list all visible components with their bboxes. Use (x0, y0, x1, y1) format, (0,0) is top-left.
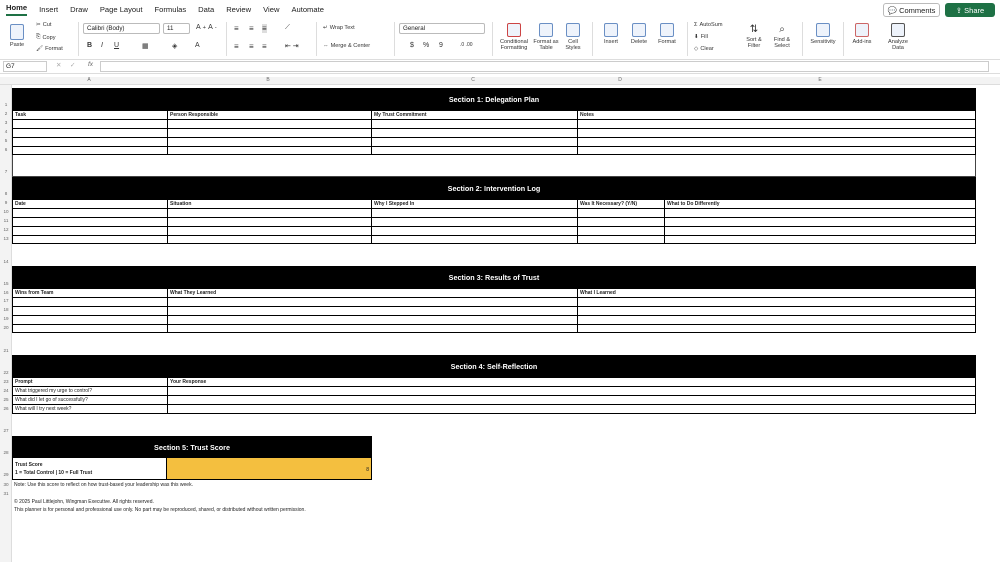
tab-review[interactable]: Review (226, 4, 252, 14)
table-cell[interactable] (13, 209, 168, 218)
find-label: Find & Select (773, 37, 791, 49)
merge-center-button[interactable] (323, 43, 370, 49)
clipboard-icon (10, 24, 24, 40)
share-icon: ⇪ (955, 5, 965, 15)
section-3-banner: Section 3: Results of Trust (12, 266, 976, 288)
format-icon (660, 23, 674, 37)
table-cell[interactable] (13, 298, 168, 307)
prompt-cell[interactable]: What will I try next week? (13, 405, 168, 413)
self-reflection-table (12, 377, 976, 414)
table-cell[interactable] (372, 227, 578, 236)
divider (492, 22, 493, 56)
format-table-label: Format as Table (533, 39, 559, 51)
copy-label: Copy (42, 34, 56, 41)
row-header[interactable]: 3 (4, 120, 8, 125)
borders-icon[interactable]: ▦ (142, 43, 149, 50)
tab-automate[interactable]: Automate (291, 4, 324, 14)
table-cell[interactable] (13, 236, 168, 243)
wrap-label: Wrap Text (329, 25, 355, 31)
header-wins-from-team[interactable]: Wins from Team (13, 289, 168, 298)
clear-button[interactable] (694, 46, 714, 52)
font-name-select[interactable]: Calibri (Body) (83, 23, 160, 34)
divider (394, 22, 395, 56)
prompt-cell[interactable]: What triggered my urge to control? (13, 387, 168, 396)
row-header[interactable]: 6 (4, 147, 8, 152)
font-size-select[interactable]: 11 (163, 23, 190, 34)
analyze-label: Analyze Data (888, 39, 908, 51)
table-cell[interactable] (665, 209, 975, 218)
font-size-buttons[interactable]: A + A - (196, 24, 217, 31)
insert-icon (604, 23, 618, 37)
eraser-icon: ◇ (694, 46, 699, 52)
sensitivity-icon (816, 23, 830, 37)
sort-icon: ⇅ (749, 24, 759, 35)
delete-label: Delete (630, 39, 648, 45)
table-cell[interactable] (168, 120, 372, 129)
score-note: Note: Use this score to reflect on how trust-based your leadership was this week. (14, 482, 193, 488)
cell-styles-button[interactable] (561, 23, 585, 51)
format-cells-button[interactable] (654, 23, 680, 45)
cell-styles-label: Cell Styles (565, 39, 581, 51)
intervention-log-table (12, 199, 976, 244)
format-painter-label: Format (45, 46, 63, 52)
styles-icon (566, 23, 580, 37)
cut-button[interactable] (36, 22, 51, 28)
align-middle-icon[interactable]: ≡ (249, 24, 254, 33)
header-why-stepped-in[interactable]: Why I Stepped In (372, 200, 578, 209)
table-cell[interactable] (578, 236, 665, 243)
analyze-icon (891, 23, 905, 37)
format-label: Format (658, 39, 676, 45)
paste-label: Paste (9, 42, 25, 48)
sort-filter-button[interactable] (740, 23, 768, 49)
number-format-select[interactable]: General (399, 23, 485, 34)
fx-icon[interactable]: fx (88, 61, 94, 68)
format-painter-button[interactable] (36, 46, 63, 52)
table-cell[interactable] (665, 227, 975, 236)
table-cell[interactable] (13, 227, 168, 236)
column-header-b[interactable]: B (266, 77, 270, 83)
row-header[interactable]: 29 (3, 472, 9, 477)
paste-button[interactable] (6, 24, 28, 48)
divider (802, 22, 803, 56)
percent-button[interactable]: % (423, 42, 430, 49)
table-cell[interactable] (665, 236, 975, 243)
table-cell[interactable] (578, 298, 975, 307)
divider (226, 22, 227, 56)
merge-icon: ⇔ (323, 43, 329, 49)
sigma-icon: Σ (694, 22, 698, 28)
results-of-trust-table (12, 288, 976, 333)
delegation-plan-table (12, 110, 976, 155)
table-cell[interactable] (372, 236, 578, 243)
row-header[interactable]: 8 (4, 191, 8, 196)
scissors-icon: ✂ (36, 22, 41, 28)
row-header[interactable]: 2 (4, 111, 8, 116)
addins-icon (855, 23, 869, 37)
conditional-icon (507, 23, 521, 37)
tab-draw[interactable]: Draw (70, 4, 88, 14)
table-cell[interactable] (13, 147, 168, 154)
trust-score-label: Trust Score (15, 462, 43, 468)
row-header[interactable]: 1 (4, 102, 8, 107)
align-bottom-icon[interactable]: ≡ (262, 24, 267, 33)
tab-data[interactable]: Data (198, 4, 215, 14)
table-cell[interactable] (13, 218, 168, 227)
table-cell[interactable] (13, 325, 168, 332)
table-cell[interactable] (372, 138, 578, 147)
autosum-button[interactable] (694, 22, 722, 28)
fill-icon: ⬇ (694, 34, 699, 40)
selected-cell-g7[interactable] (12, 155, 976, 177)
insert-cells-button[interactable] (598, 23, 624, 45)
tab-insert[interactable]: Insert (39, 4, 59, 14)
insert-label: Insert (604, 39, 618, 45)
fill-label: Fill (700, 34, 708, 40)
table-cell[interactable] (168, 218, 372, 227)
table-cell[interactable] (168, 298, 578, 307)
sensitivity-label: Sensitivity (810, 39, 836, 45)
share-button[interactable] (945, 3, 995, 17)
align-left-icon[interactable]: ≡ (234, 42, 239, 51)
row-header[interactable]: 31 (3, 491, 9, 496)
row-header[interactable]: 13 (3, 236, 9, 241)
header-was-necessary[interactable]: Was It Necessary? (Y/N) (578, 200, 665, 209)
header-notes[interactable]: Notes (578, 111, 975, 120)
column-header-d[interactable]: D (618, 77, 622, 83)
table-cell[interactable] (578, 307, 975, 316)
section-5-banner: Section 5: Trust Score (12, 436, 372, 458)
table-cell[interactable] (372, 209, 578, 218)
divider (687, 22, 688, 56)
copyright-text: © 2025 Paul Littlejohn, Wingman Executive. All rights reserved. (14, 499, 154, 505)
table-cell[interactable] (372, 147, 578, 154)
row-header[interactable]: 27 (3, 428, 9, 433)
section-4-banner: Section 4: Self-Reflection (12, 355, 976, 377)
bold-button[interactable]: B (87, 42, 93, 49)
align-top-icon[interactable]: ≡ (234, 24, 239, 33)
license-text: This planner is for personal and professional use only. No part may be reproduced, shared, or distributed without written permission. (14, 507, 306, 513)
tab-page-layout[interactable]: Page Layout (99, 4, 143, 14)
underline-button[interactable]: U (114, 42, 120, 49)
menu-bar (0, 0, 1000, 18)
cancel-icon[interactable]: ✕ (56, 62, 62, 69)
autosum-label: AutoSum (699, 22, 723, 28)
formula-input[interactable] (100, 61, 989, 72)
divider (78, 22, 79, 56)
comments-label: Comments (899, 5, 936, 15)
share-label: Share (964, 5, 985, 15)
copy-button[interactable] (36, 34, 56, 41)
comment-icon: 💬 (887, 5, 900, 15)
column-header-c[interactable]: C (471, 77, 475, 83)
wrap-icon: ↵ (323, 25, 328, 31)
table-cell[interactable] (372, 129, 578, 138)
row-header[interactable]: 25 (3, 397, 9, 402)
trust-score-scale: 1 = Total Control | 10 = Full Trust (15, 470, 93, 476)
table-cell[interactable] (13, 307, 168, 316)
analyze-data-button[interactable] (882, 23, 914, 51)
column-header-e[interactable]: E (818, 77, 822, 83)
table-cell[interactable] (372, 218, 578, 227)
table-cell[interactable] (168, 129, 372, 138)
table-cell[interactable] (665, 218, 975, 227)
search-icon: ⌕ (779, 24, 785, 35)
table-cell[interactable] (372, 120, 578, 129)
table-cell[interactable] (168, 316, 578, 325)
table-cell[interactable] (13, 120, 168, 129)
row-header[interactable]: 15 (3, 281, 9, 286)
header-your-response[interactable]: Your Response (168, 378, 975, 387)
table-cell[interactable] (578, 316, 975, 325)
row-header[interactable]: 4 (4, 129, 8, 134)
align-right-icon[interactable]: ≡ (262, 42, 267, 51)
fill-color-icon[interactable]: ◈ (172, 43, 178, 50)
table-cell[interactable] (578, 138, 975, 147)
conditional-formatting-button[interactable] (496, 23, 532, 51)
row-headers (0, 85, 12, 562)
response-cell[interactable] (168, 396, 975, 405)
row-header[interactable]: 20 (3, 325, 9, 330)
italic-button[interactable]: I (101, 42, 103, 49)
divider (843, 22, 844, 56)
wrap-text-button[interactable] (323, 25, 355, 31)
row-header[interactable]: 10 (3, 209, 9, 214)
table-cell[interactable] (578, 147, 975, 154)
table-cell[interactable] (13, 129, 168, 138)
header-what-i-learned[interactable]: What I Learned (578, 289, 975, 298)
row-header[interactable]: 28 (3, 450, 9, 455)
response-cell[interactable] (168, 405, 975, 413)
row-header[interactable]: 19 (3, 316, 9, 321)
tab-view[interactable]: View (263, 4, 280, 14)
trust-score-label-cell[interactable] (12, 458, 167, 480)
row-header[interactable]: 22 (3, 370, 9, 375)
header-what-differently[interactable]: What to Do Differently (665, 200, 975, 209)
header-date[interactable]: Date (13, 200, 168, 209)
row-header[interactable]: 30 (3, 482, 9, 487)
table-cell[interactable] (168, 307, 578, 316)
prompt-cell[interactable]: What did I let go of successfully? (13, 396, 168, 405)
table-cell[interactable] (168, 325, 578, 332)
find-select-button[interactable] (769, 23, 795, 49)
header-trust-commitment[interactable]: My Trust Commitment (372, 111, 578, 120)
ribbon (0, 18, 1000, 60)
comments-button[interactable] (883, 3, 940, 17)
brush-icon: 🖌 (36, 46, 44, 52)
header-prompt[interactable]: Prompt (13, 378, 168, 387)
decimal-icon[interactable]: .0 .00 (460, 42, 473, 48)
copy-icon: ⎘ (36, 34, 41, 40)
table-cell[interactable] (578, 129, 975, 138)
section-1-banner: Section 1: Delegation Plan (12, 88, 976, 110)
header-situation[interactable]: Situation (168, 200, 372, 209)
table-cell[interactable] (578, 325, 975, 332)
header-task[interactable]: Task (13, 111, 168, 120)
row-header[interactable]: 16 (3, 290, 9, 295)
format-table-button[interactable] (533, 23, 559, 51)
trust-score-value[interactable]: 8 (166, 458, 372, 480)
font-color-icon[interactable]: A (195, 42, 200, 49)
header-what-they-learned[interactable]: What They Learned (168, 289, 578, 298)
cut-label: Cut (42, 22, 52, 28)
row-header[interactable]: 11 (3, 218, 9, 223)
delete-cells-button[interactable] (626, 23, 652, 45)
column-headers (0, 77, 1000, 85)
table-cell[interactable] (13, 316, 168, 325)
fill-button[interactable] (694, 34, 708, 40)
divider (592, 22, 593, 56)
table-icon (539, 23, 553, 37)
tab-formulas[interactable]: Formulas (154, 4, 187, 14)
row-header[interactable]: 26 (3, 406, 9, 411)
response-cell[interactable] (168, 387, 975, 396)
row-header[interactable]: 9 (4, 200, 8, 205)
row-header[interactable]: 5 (4, 138, 8, 143)
sort-label: Sort & Filter (746, 37, 762, 49)
table-cell[interactable] (168, 138, 372, 147)
row-header[interactable]: 23 (3, 379, 9, 384)
name-box[interactable]: G7 (3, 61, 47, 72)
section-2-banner: Section 2: Intervention Log (12, 177, 976, 199)
table-cell[interactable] (13, 138, 168, 147)
check-icon[interactable]: ✓ (70, 62, 76, 69)
currency-icon[interactable]: $ (410, 42, 414, 49)
row-header[interactable]: 12 (3, 227, 9, 232)
conditional-label: Conditional Formatting (500, 39, 528, 51)
tab-home[interactable]: Home (6, 3, 27, 16)
table-cell[interactable] (578, 227, 665, 236)
table-cell[interactable] (168, 209, 372, 218)
row-header[interactable]: 18 (3, 307, 9, 312)
orientation-icon[interactable]: ⟋ (285, 24, 290, 31)
indent-icon[interactable]: ⇤ ⇥ (285, 43, 299, 50)
add-ins-button[interactable] (848, 23, 876, 45)
table-cell[interactable] (168, 236, 372, 243)
formula-bar (0, 60, 1000, 74)
table-cell[interactable] (168, 227, 372, 236)
sensitivity-button[interactable] (806, 23, 840, 45)
table-cell[interactable] (578, 209, 665, 218)
table-cell[interactable] (578, 120, 975, 129)
addins-label: Add-ins (852, 39, 872, 45)
row-header[interactable]: 14 (3, 259, 9, 264)
table-cell[interactable] (168, 147, 372, 154)
row-header[interactable]: 24 (3, 388, 9, 393)
delete-icon (632, 23, 646, 37)
row-header[interactable]: 7 (4, 169, 8, 174)
column-header-a[interactable]: A (87, 77, 91, 83)
clear-label: Clear (700, 46, 714, 52)
merge-label: Merge & Center (330, 43, 371, 49)
align-center-icon[interactable]: ≡ (249, 42, 254, 51)
table-cell[interactable] (578, 218, 665, 227)
header-person-responsible[interactable]: Person Responsible (168, 111, 372, 120)
comma-button[interactable]: 9 (439, 42, 443, 49)
row-header[interactable]: 21 (3, 348, 9, 353)
divider (316, 22, 317, 56)
row-header[interactable]: 17 (3, 298, 9, 303)
